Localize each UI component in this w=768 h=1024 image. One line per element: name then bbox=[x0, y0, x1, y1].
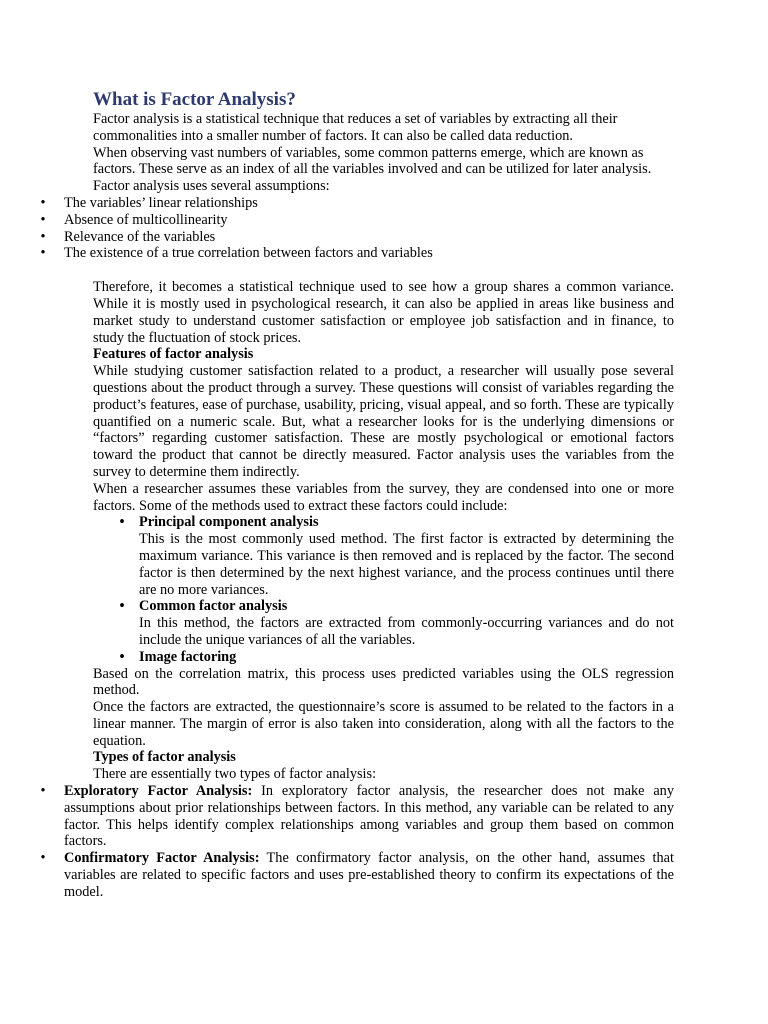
type-text: The confirmatory factor analysis, on the other hand, assumes that variables are related to specific factors and uses pre-established theory to confirm its expectations of the model. bbox=[64, 850, 674, 900]
method-title: Image factoring bbox=[139, 648, 237, 665]
bullet-icon: • bbox=[119, 598, 125, 615]
types-list bbox=[40, 783, 674, 901]
features-paragraph-1: While studying customer satisfaction related to a product, a researcher will usually pose several questions about the product through a survey. These questions will consist of variables regarding the product’s features, ease of purchase, usability, pricing, visual appeal, and so forth. These are typically quantified on a numeric scale. But, what a researcher looks for is the underlying dimensions or “factors” regarding customer satisfaction. These are mostly psychological or emotional factors toward the product that cannot be directly measured. Factor analysis uses the variables from the survey to determine them indirectly. bbox=[93, 363, 674, 480]
types-intro: There are essentially two types of factor analysis: bbox=[93, 766, 377, 783]
features-paragraph-3: Once the factors are extracted, the questionnaire’s score is assumed to be related to the factors in a linear manner. The margin of error is also taken into consideration, along with all the factors to the equation. bbox=[93, 699, 674, 749]
page-title: What is Factor Analysis? bbox=[93, 89, 296, 110]
method-text: In this method, the factors are extracted from commonly-occurring variances and do not include the unique variances of all the variables. bbox=[139, 615, 674, 648]
intro-paragraph-2: When observing vast numbers of variables, some common patterns emerge, which are known as factors. These serve as an index of all the variables involved and can be utilized for later analysis. bbox=[93, 144, 652, 178]
type-title: Exploratory Factor Analysis: bbox=[64, 783, 253, 800]
method-title: Common factor analysis bbox=[139, 598, 288, 615]
spacer bbox=[93, 262, 674, 279]
list-item bbox=[119, 598, 674, 648]
list-item bbox=[40, 850, 674, 900]
image-factoring-paragraph: Based on the correlation matrix, this process uses predicted variables using the OLS regression method. bbox=[93, 665, 674, 699]
method-title: Principal component analysis bbox=[139, 514, 319, 531]
list-item bbox=[119, 514, 674, 598]
list-item: • The existence of a true correlation between factors and variables bbox=[64, 245, 674, 262]
therefore-paragraph: Therefore, it becomes a statistical technique used to see how a group shares a common variance. While it is mostly used in psychological research, it can also be applied in areas like business and market study to understand customer satisfaction or employee job satisfaction and in finance, to study the fluctuation of stock prices. bbox=[93, 279, 674, 346]
method-text: This is the most commonly used method. The first factor is extracted by determining the maximum variance. This variance is then removed and is replaced by the factor. The second factor is then determined by the next highest variance, and the process continues until there are no more variances. bbox=[139, 531, 674, 598]
bullet-icon: • bbox=[40, 211, 46, 228]
document-body bbox=[40, 89, 674, 901]
types-heading: Types of factor analysis bbox=[93, 749, 236, 766]
bullet-icon: • bbox=[40, 194, 46, 211]
intro-paragraph-3: Factor analysis uses several assumptions: bbox=[93, 178, 330, 195]
features-heading: Features of factor analysis bbox=[93, 346, 254, 363]
list-item: • Absence of multicollinearity bbox=[64, 212, 674, 229]
type-text: In exploratory factor analysis, the researcher does not make any assumptions about prior relationships between factors. In this method, any variable can be related to any factor. This helps identify complex relationships among variables and group them based on common factors. bbox=[64, 783, 674, 850]
bullet-icon: • bbox=[119, 648, 125, 665]
list-item: • The variables’ linear relationships bbox=[64, 195, 674, 212]
bullet-icon: • bbox=[40, 228, 46, 245]
bullet-icon: • bbox=[40, 245, 46, 262]
features-paragraph-2: When a researcher assumes these variables from the survey, they are condensed into one or more factors. Some of the methods used to extract these factors could include: bbox=[93, 480, 674, 514]
list-item bbox=[40, 783, 674, 850]
assumptions-list bbox=[40, 194, 674, 262]
list-item bbox=[119, 648, 674, 666]
bullet-icon: • bbox=[40, 783, 46, 800]
list-item: • Relevance of the variables bbox=[64, 229, 674, 246]
bullet-icon: • bbox=[40, 850, 46, 867]
type-title: Confirmatory Factor Analysis: bbox=[64, 850, 260, 867]
intro-paragraph-1: Factor analysis is a statistical technique that reduces a set of variables by extracting all their commonalities into a smaller number of factors. It can also be called data reduction. bbox=[93, 111, 618, 144]
methods-list bbox=[119, 514, 674, 665]
bullet-icon: • bbox=[119, 514, 125, 531]
